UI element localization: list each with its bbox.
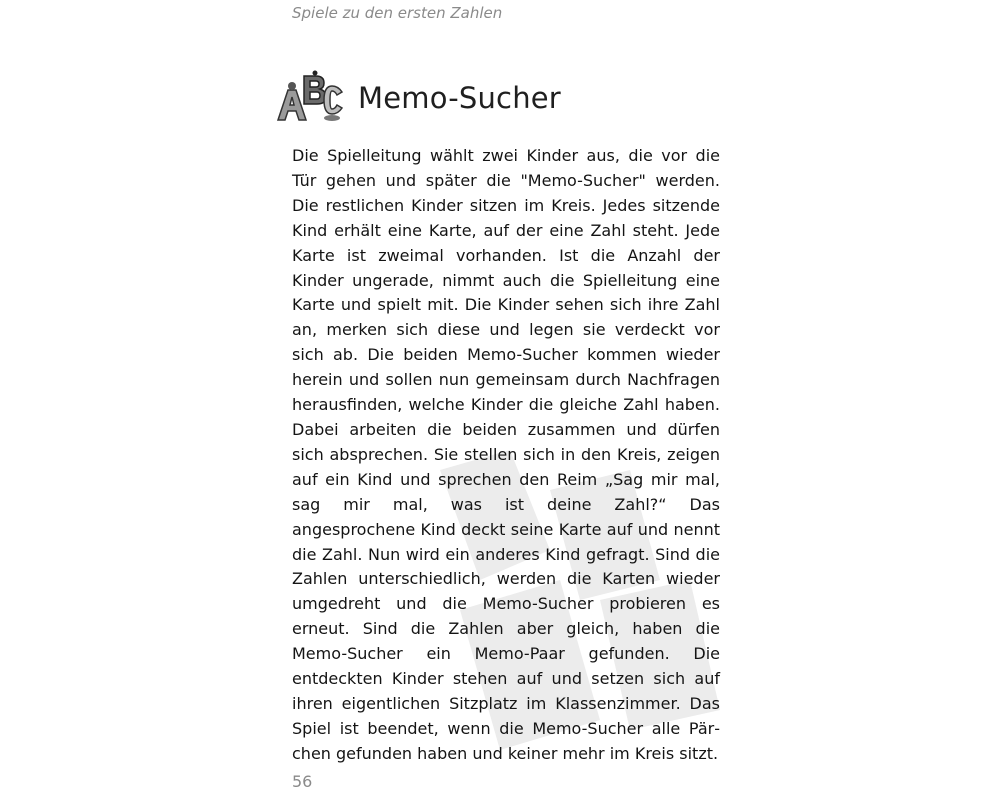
page-title: Memo-Sucher	[358, 81, 561, 115]
running-header: Spiele zu den ersten Zahlen	[292, 4, 503, 22]
body-paragraph: Die Spielleitung wählt zwei Kinder aus, die vor die Tür gehen und später die "Memo-Sucher" werden. Die restlichen Kinder sitzen im Kreis. Jedes sitzende Kind erhält eine Karte, auf der eine Zahl steht. Jede Karte ist zweimal vorhanden. Ist die Anzahl der Kinder ungerade, nimmt auch die Spielleitung eine Karte und spielt mit. Die Kinder sehen sich ihre Zahl an, merken sich diese und legen sie verdeckt vor sich ab. Die beiden Memo-Sucher kommen wieder herein und sollen nun gemeinsam durch Nachfragen herausfinden, welche Kinder die gleiche Zahl haben. Dabei arbeiten die beiden zusammen und dürfen sich absprechen. Sie stellen sich in den Kreis, zeigen auf ein Kind und sprechen den Reim „Sag mir mal, sag mir mal, was ist deine Zahl?“ Das angesprochene Kind deckt seine Karte auf und nennt die Zahl. Nun wird ein anderes Kind gefragt. Sind die Zahlen unterschiedlich, werden die Karten wieder umgedreht und die Memo-Sucher probieren es erneut. Sind die Zahlen aber gleich, haben die Memo-Sucher ein Memo-Paar gefunden. Die entdeckten Kinder stehen auf und setzen sich auf ihren eigentlichen Sitzplatz im Klassenzimmer. Das Spiel ist beendet, wenn die Memo-Sucher alle Pärchen gefunden haben und keiner mehr im Kreis sitzt.	[292, 146, 720, 763]
title-row	[274, 70, 561, 126]
page-number: 56	[292, 772, 313, 791]
abc-letters-icon	[274, 70, 346, 126]
